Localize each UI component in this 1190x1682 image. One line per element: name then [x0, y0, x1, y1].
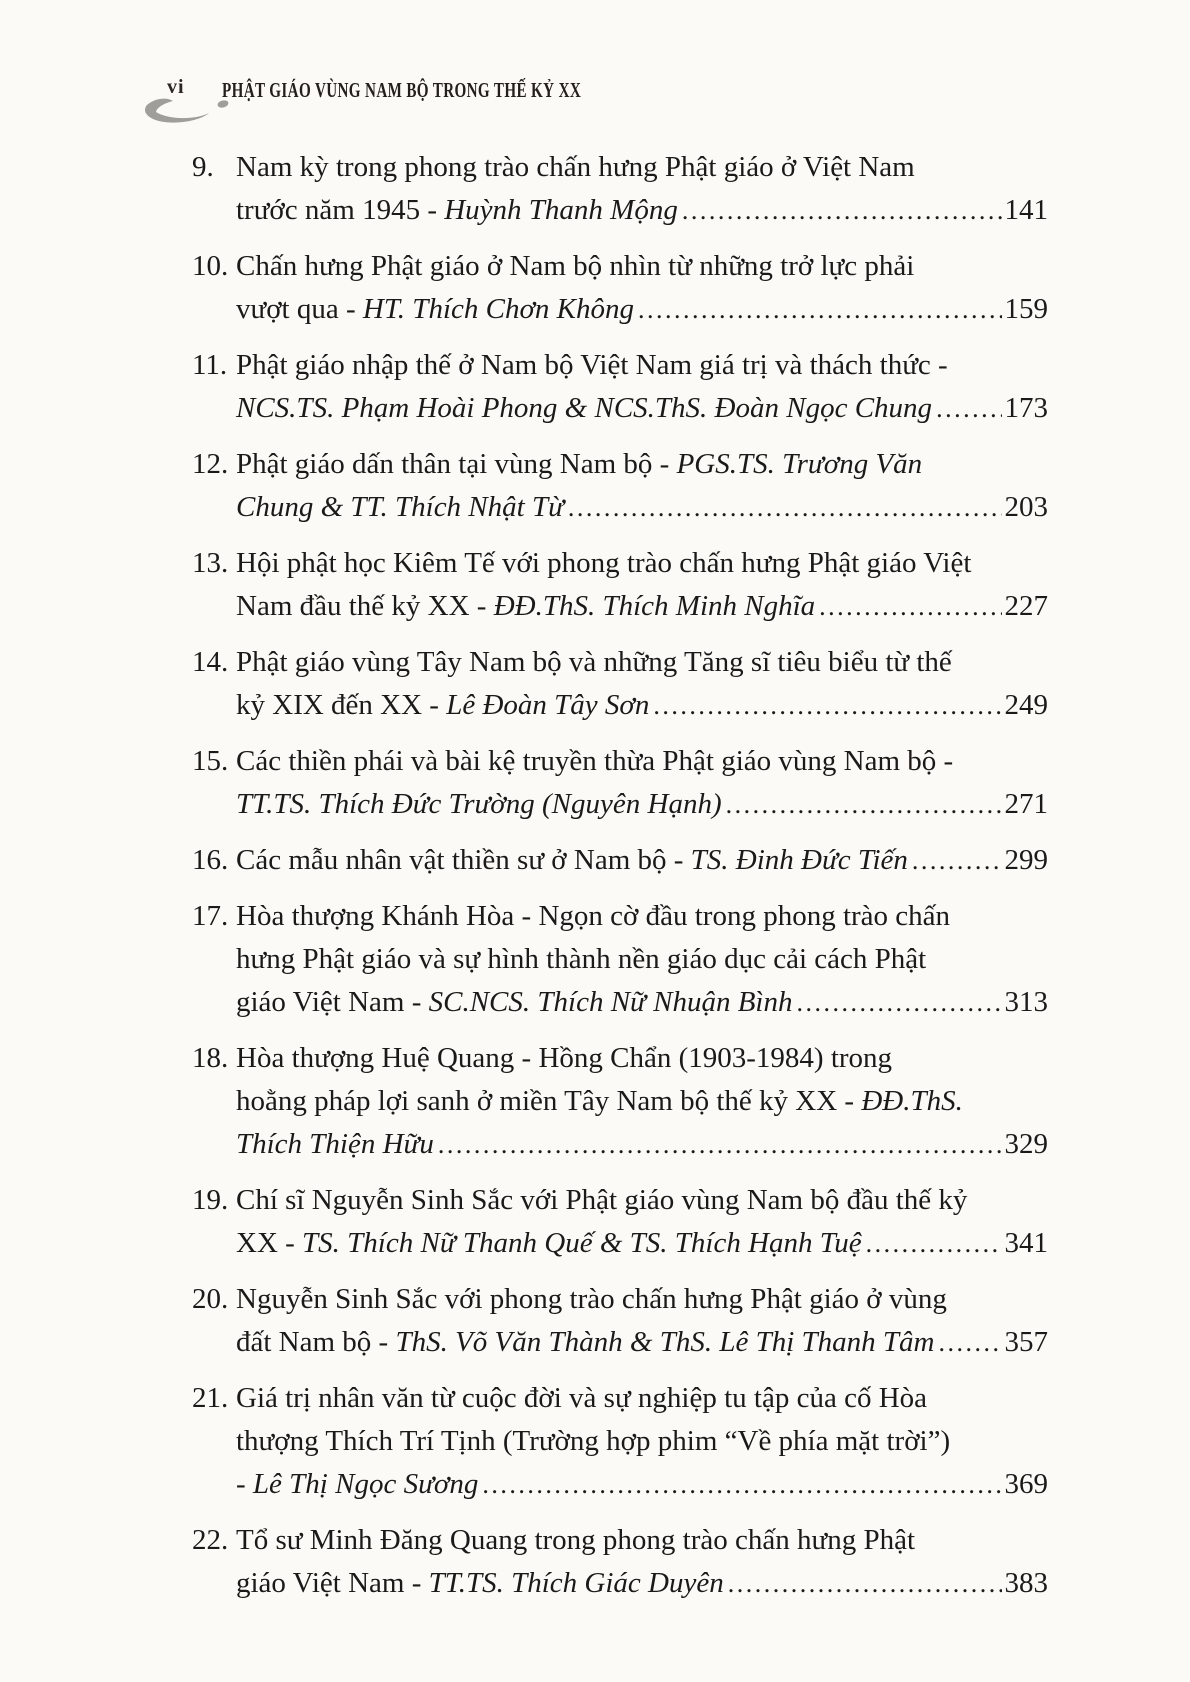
toc-entry-number: 12. — [192, 448, 229, 480]
toc-entry-number: 10. — [192, 250, 229, 282]
dot-leader — [568, 486, 1002, 529]
toc-line — [236, 938, 1048, 981]
dot-leader — [866, 1222, 1002, 1265]
toc-line-text — [236, 839, 908, 882]
title-text: Giá trị nhân văn từ cuộc đời và sự nghiệp tu tập của cố Hòa — [236, 1382, 928, 1414]
toc-entry — [192, 344, 1048, 430]
toc-line — [236, 245, 1048, 288]
author-name: HT. Thích Chơn Không — [362, 293, 635, 325]
title-text: Nam kỳ trong phong trào chấn hưng Phật giáo ở Việt Nam — [236, 151, 915, 183]
author-name: TS. Thích Nữ Thanh Quế & TS. Thích Hạnh Tuệ — [302, 1227, 862, 1259]
author-name: TS. Đinh Đức Tiến — [690, 844, 908, 876]
toc-line — [236, 1519, 1048, 1562]
title-text: kỷ XIX đến XX - — [236, 689, 447, 721]
page-number: 313 — [1004, 986, 1048, 1018]
toc-line — [236, 542, 1048, 585]
author-name: Huỳnh Thanh Mộng — [444, 194, 678, 226]
title-text: Hội phật học Kiêm Tế với phong trào chấn hưng Phật giáo Việt — [236, 547, 972, 579]
dot-leader — [638, 288, 1001, 331]
toc-entry-number: 11. — [192, 349, 228, 381]
author-name: ĐĐ.ThS. — [861, 1085, 963, 1117]
author-name: TT.TS. Thích Giác Duyên — [428, 1567, 724, 1599]
toc-entry-body — [236, 740, 1048, 826]
book-running-title: PHẬT GIÁO VÙNG NAM BỘ TRONG THẾ KỶ XX — [222, 78, 582, 102]
toc-entry-number: 14. — [192, 646, 229, 678]
toc-entry-number: 16. — [192, 844, 229, 876]
dot-leader — [653, 684, 1001, 727]
toc-line — [236, 443, 1048, 486]
title-text: Phật giáo vùng Tây Nam bộ và những Tăng sĩ tiêu biểu từ thế — [236, 646, 952, 678]
toc-entry — [192, 839, 1048, 882]
page-number: 369 — [1004, 1468, 1048, 1500]
author-name: ThS. Võ Văn Thành & ThS. Lê Thị Thanh Tâm — [395, 1326, 935, 1358]
page-folio: vi — [167, 76, 185, 98]
dot-leader — [682, 189, 1002, 232]
running-header — [0, 70, 1190, 130]
author-name: Lê Thị Ngọc Sương — [252, 1468, 479, 1500]
title-text: trước năm 1945 - — [236, 194, 445, 226]
toc-line — [236, 1321, 1048, 1364]
toc-entry-body — [236, 641, 1048, 727]
toc-line-text — [236, 684, 649, 727]
author-name: Thích Thiện Hữu — [236, 1128, 434, 1160]
toc-entry — [192, 1278, 1048, 1364]
toc-entry — [192, 245, 1048, 331]
toc-entry-body — [236, 245, 1048, 331]
page-number: 227 — [1004, 590, 1048, 622]
toc-entry-number: 13. — [192, 547, 229, 579]
title-text: Chấn hưng Phật giáo ở Nam bộ nhìn từ những trở lực phải — [236, 250, 915, 282]
dot-leader — [938, 1321, 1001, 1364]
toc-entry-number: 19. — [192, 1184, 229, 1216]
author-name: Lê Đoàn Tây Sơn — [446, 689, 650, 721]
toc-line — [236, 486, 1048, 529]
dot-leader — [728, 1562, 1002, 1605]
toc-entry-body — [236, 542, 1048, 628]
toc-entry-number: 20. — [192, 1283, 229, 1315]
toc-entry-body — [236, 1179, 1048, 1265]
dot-leader — [936, 387, 1001, 430]
title-text: Nguyễn Sinh Sắc với phong trào chấn hưng Phật giáo ở vùng — [236, 1283, 947, 1315]
title-text: Chí sĩ Nguyễn Sinh Sắc với Phật giáo vùng Nam bộ đầu thế kỷ — [236, 1184, 968, 1216]
title-text: Các thiền phái và bài kệ truyền thừa Phật giáo vùng Nam bộ - — [236, 745, 954, 777]
toc-entry — [192, 1037, 1048, 1166]
toc-line — [236, 1037, 1048, 1080]
toc-entry — [192, 146, 1048, 232]
author-name: NCS.TS. Phạm Hoài Phong & NCS.ThS. Đoàn Ngọc Chung — [236, 392, 933, 424]
toc-line — [236, 288, 1048, 331]
toc-entry-body — [236, 1377, 1048, 1506]
toc-entry-body — [236, 895, 1048, 1024]
title-text: XX - — [236, 1227, 303, 1259]
toc-line — [236, 740, 1048, 783]
toc-line-text — [236, 1562, 724, 1605]
dot-leader — [796, 981, 1001, 1024]
toc-line — [236, 1080, 1048, 1123]
toc-line — [236, 1463, 1048, 1506]
toc-entry — [192, 1377, 1048, 1506]
toc-entry-body — [236, 1278, 1048, 1364]
page-number: 299 — [1004, 844, 1048, 876]
author-name: SC.NCS. Thích Nữ Nhuận Bình — [428, 986, 793, 1018]
title-text: Hòa thượng Huệ Quang - Hồng Chẩn (1903-1984) trong — [236, 1042, 893, 1074]
page-number: 357 — [1004, 1326, 1048, 1358]
toc-entry — [192, 740, 1048, 826]
toc-line-text — [236, 1321, 934, 1364]
title-text: vượt qua - — [236, 293, 363, 325]
toc-line-text — [236, 783, 722, 826]
toc-line — [236, 1179, 1048, 1222]
title-text: Các mẫu nhân vật thiền sư ở Nam bộ - — [236, 844, 691, 876]
page-number: 203 — [1004, 491, 1048, 523]
title-text: Hòa thượng Khánh Hòa - Ngọn cờ đầu trong phong trào chấn — [236, 900, 951, 932]
dot-leader — [482, 1463, 1001, 1506]
toc-entry-body — [236, 1037, 1048, 1166]
page-number: 341 — [1004, 1227, 1048, 1259]
toc-line-text — [236, 189, 678, 232]
author-name: TT.TS. Thích Đức Trường (Nguyên Hạnh) — [236, 788, 722, 820]
toc-entry-number: 17. — [192, 900, 229, 932]
toc-line — [236, 1222, 1048, 1265]
dot-leader — [726, 783, 1002, 826]
toc-line — [236, 895, 1048, 938]
toc-line — [236, 146, 1048, 189]
toc-line — [236, 839, 1048, 882]
toc-entry-body — [236, 1519, 1048, 1605]
toc-line — [236, 1123, 1048, 1166]
toc-line-text — [236, 288, 634, 331]
toc-entry-number: 21. — [192, 1382, 229, 1414]
title-text: giáo Việt Nam - — [236, 1567, 429, 1599]
page-number: 141 — [1004, 194, 1048, 226]
toc-entry — [192, 542, 1048, 628]
toc-entry — [192, 641, 1048, 727]
title-text: - — [236, 1468, 253, 1500]
toc-line — [236, 1278, 1048, 1321]
toc-entry — [192, 1519, 1048, 1605]
toc-entry-body — [236, 344, 1048, 430]
toc-line — [236, 585, 1048, 628]
toc-entry — [192, 895, 1048, 1024]
toc-line-text — [236, 981, 792, 1024]
toc-entry-body — [236, 443, 1048, 529]
toc-line — [236, 1562, 1048, 1605]
toc-line — [236, 387, 1048, 430]
toc-entry-number: 22. — [192, 1524, 229, 1556]
toc-entry-number: 18. — [192, 1042, 229, 1074]
toc-line — [236, 641, 1048, 684]
toc-line-text — [236, 1222, 862, 1265]
toc-line-text — [236, 387, 932, 430]
dot-leader — [438, 1123, 1002, 1166]
title-text: hoằng pháp lợi sanh ở miền Tây Nam bộ thế kỷ XX - — [236, 1085, 862, 1117]
title-text: giáo Việt Nam - — [236, 986, 429, 1018]
page-number: 271 — [1004, 788, 1048, 820]
title-text: đất Nam bộ - — [236, 1326, 396, 1358]
toc-line — [236, 1420, 1048, 1463]
toc-line-text — [236, 1463, 478, 1506]
toc-entry-body — [236, 839, 1048, 882]
title-text: thượng Thích Trí Tịnh (Trường hợp phim “Về phía mặt trời”) — [236, 1425, 951, 1457]
title-text: Nam đầu thế kỷ XX - — [236, 590, 494, 622]
toc-line-text — [236, 585, 815, 628]
title-text: hưng Phật giáo và sự hình thành nền giáo dục cải cách Phật — [236, 943, 927, 975]
toc-entry-number: 9. — [192, 151, 214, 183]
toc-list — [192, 146, 1048, 1618]
page-number: 173 — [1004, 392, 1048, 424]
toc-line — [236, 189, 1048, 232]
toc-line — [236, 981, 1048, 1024]
title-text: Phật giáo dấn thân tại vùng Nam bộ - — [236, 448, 677, 480]
page-number: 159 — [1004, 293, 1048, 325]
author-name: ĐĐ.ThS. Thích Minh Nghĩa — [493, 590, 816, 622]
toc-entry-body — [236, 146, 1048, 232]
author-name: PGS.TS. Trương Văn — [676, 448, 923, 480]
page-number: 383 — [1004, 1567, 1048, 1599]
toc-line — [236, 684, 1048, 727]
page-number: 329 — [1004, 1128, 1048, 1160]
author-name: Chung & TT. Thích Nhật Từ — [236, 491, 564, 523]
toc-line — [236, 344, 1048, 387]
title-text: Phật giáo nhập thế ở Nam bộ Việt Nam giá trị và thách thức - — [236, 349, 948, 381]
page-number: 249 — [1004, 689, 1048, 721]
toc-line — [236, 783, 1048, 826]
dot-leader — [912, 839, 1002, 882]
toc-entry — [192, 443, 1048, 529]
toc-line-text — [236, 486, 564, 529]
title-text: Tổ sư Minh Đăng Quang trong phong trào chấn hưng Phật — [236, 1524, 916, 1556]
toc-line-text — [236, 1123, 434, 1166]
toc-line — [236, 1377, 1048, 1420]
toc-entry-number: 15. — [192, 745, 229, 777]
dot-leader — [819, 585, 1001, 628]
toc-entry — [192, 1179, 1048, 1265]
